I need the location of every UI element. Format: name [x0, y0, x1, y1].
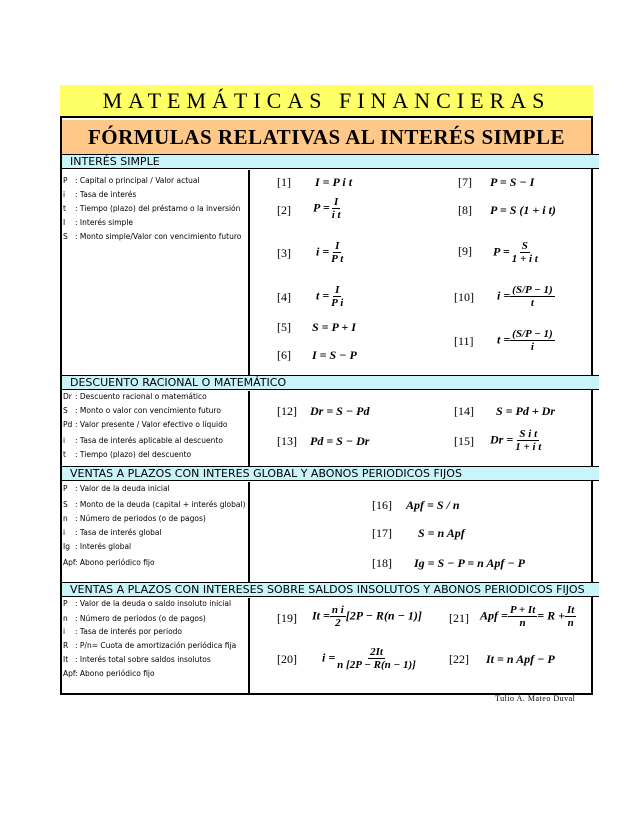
- formula-number: [9]: [458, 244, 472, 258]
- variable-definition: t : Tiempo (plazo) del préstamo o la inversión: [63, 204, 241, 213]
- formula-15: Dr = $\frac{\text{S i t}}{\text{1 + i t}}$: [490, 428, 542, 453]
- formula-number: [1]: [277, 175, 291, 189]
- formula-7: P = S − I: [490, 175, 535, 189]
- variable-definition: I : Interés simple: [63, 218, 134, 227]
- formula-number: [18]: [372, 556, 392, 570]
- variable-definition: i : Tasa de interés: [63, 190, 137, 199]
- formula-18: Ig = S − P = n Apf − P: [414, 556, 526, 570]
- formula-4: t = $\frac{I}{\text{P i}}$: [316, 284, 344, 309]
- formula-14: S = Pd + Dr: [496, 404, 556, 418]
- variable-definition: Apf: Abono periódico fijo: [63, 669, 155, 678]
- formula-19: It = $\frac{\text{n i}}{2}$ [2P − R(n − 1)]: [312, 604, 422, 629]
- variable-definition: P : Valor de la deuda o saldo insoluto inicial: [63, 599, 232, 608]
- formula-8: P = S (1 + i t): [490, 203, 556, 217]
- formula-16: Apf = S / n: [406, 498, 460, 512]
- formula-6: I = S − P: [312, 348, 357, 362]
- formula-17: S = n Apf: [418, 526, 465, 540]
- formula-20: i = $\frac{2It}{n [2P - R(n - 1)]}$: [322, 646, 416, 671]
- formula-number: [2]: [277, 203, 291, 217]
- variable-definition: i : Tasa de interés aplicable al descuento: [63, 436, 223, 445]
- formula-number: [20]: [277, 652, 297, 666]
- column-divider: [248, 482, 250, 582]
- column-divider: [248, 598, 250, 693]
- formula-number: [16]: [372, 498, 392, 512]
- formula-1: I = P i t: [315, 175, 353, 189]
- formula-number: [21]: [449, 611, 469, 625]
- formula-number: [22]: [449, 652, 469, 666]
- formula-number: [19]: [277, 611, 297, 625]
- formula-number: [4]: [277, 290, 291, 304]
- formula-21: Apf = $\frac{P + It}{n}$ = R + $\frac{It}{n}$: [480, 604, 575, 629]
- formula-2: P = $\frac{I}{\text{i t}}$: [313, 196, 341, 221]
- formula-number: [6]: [277, 348, 291, 362]
- formula-3: i = $\frac{I}{\text{P t}}$: [316, 240, 344, 265]
- section-header-ventas-saldos-insolutos: VENTAS A PLAZOS CON INTERESES SOBRE SALDOS INSOLUTOS Y ABONOS PERIODICOS FIJOS: [62, 582, 599, 597]
- formula-9: P = $\frac{S}{\text{1 + i t}}$: [493, 240, 538, 265]
- variable-definition: Ig : Interés global: [63, 542, 132, 551]
- variable-definition: i : Tasa de interés por periodo: [63, 627, 183, 636]
- formula-number: [13]: [277, 434, 297, 448]
- variable-definition: S : Monto o valor con vencimiento futuro: [63, 406, 221, 415]
- formula-number: [10]: [454, 290, 474, 304]
- variable-definition: t : Tiempo (plazo) del descuento: [63, 450, 192, 459]
- variable-definition: S : Monto simple/Valor con vencimiento futuro: [63, 232, 242, 241]
- formula-number: [8]: [458, 203, 472, 217]
- section-header-descuento-racional: DESCUENTO RACIONAL O MATEMÁTICO: [62, 375, 599, 390]
- variable-definition: n : Número de periodos (o de pagos): [63, 614, 206, 623]
- variable-definition: P : Capital o principal / Valor actual: [63, 176, 200, 185]
- page-title: MATEMÁTICAS FINANCIERAS: [60, 85, 593, 118]
- formula-13: Pd = S − Dr: [310, 434, 370, 448]
- formula-number: [7]: [458, 175, 472, 189]
- variable-definition: Dr : Descuento racional o matemático: [63, 392, 207, 401]
- variable-definition: Pd : Valor presente / Valor efectivo o líquido: [63, 420, 228, 429]
- variable-definition: i : Tasa de interés global: [63, 528, 162, 537]
- formula-5: S = P + I: [312, 320, 356, 334]
- section-header-ventas-interes-global: VENTAS A PLAZOS CON INTERES GLOBAL Y ABONOS PERIODICOS FIJOS: [62, 466, 599, 481]
- formula-number: [14]: [454, 404, 474, 418]
- column-divider: [248, 391, 250, 466]
- formula-10: i = $\frac{(S/P - 1)}{t}$: [497, 284, 553, 309]
- formula-12: Dr = S − Pd: [310, 404, 370, 418]
- formula-number: [5]: [277, 320, 291, 334]
- author-credit: Tulio A. Mateo Duval: [495, 694, 576, 703]
- formula-number: [11]: [454, 334, 474, 348]
- variable-definition: It : Interés total sobre saldos insolutos: [63, 655, 211, 664]
- column-divider: [248, 170, 250, 375]
- formula-number: [17]: [372, 526, 392, 540]
- variable-definition: R : P/n= Cuota de amortización periódica fija: [63, 641, 237, 650]
- variable-definition: n : Número de periodos (o de pagos): [63, 514, 206, 523]
- variable-definition: S : Monto de la deuda (capital + interés global): [63, 500, 246, 509]
- section-header-interes-simple: INTERÉS SIMPLE: [62, 154, 599, 169]
- formula-number: [15]: [454, 434, 474, 448]
- page-subtitle: FÓRMULAS RELATIVAS AL INTERÉS SIMPLE: [62, 120, 591, 154]
- formula-number: [12]: [277, 404, 297, 418]
- variable-definition: Apf: Abono periódico fijo: [63, 558, 155, 567]
- variable-definition: P : Valor de la deuda inicial: [63, 484, 170, 493]
- formula-11: t = $\frac{(S/P - 1)}{i}$: [497, 328, 553, 353]
- formula-number: [3]: [277, 246, 291, 260]
- formula-22: It = n Apf − P: [486, 652, 555, 666]
